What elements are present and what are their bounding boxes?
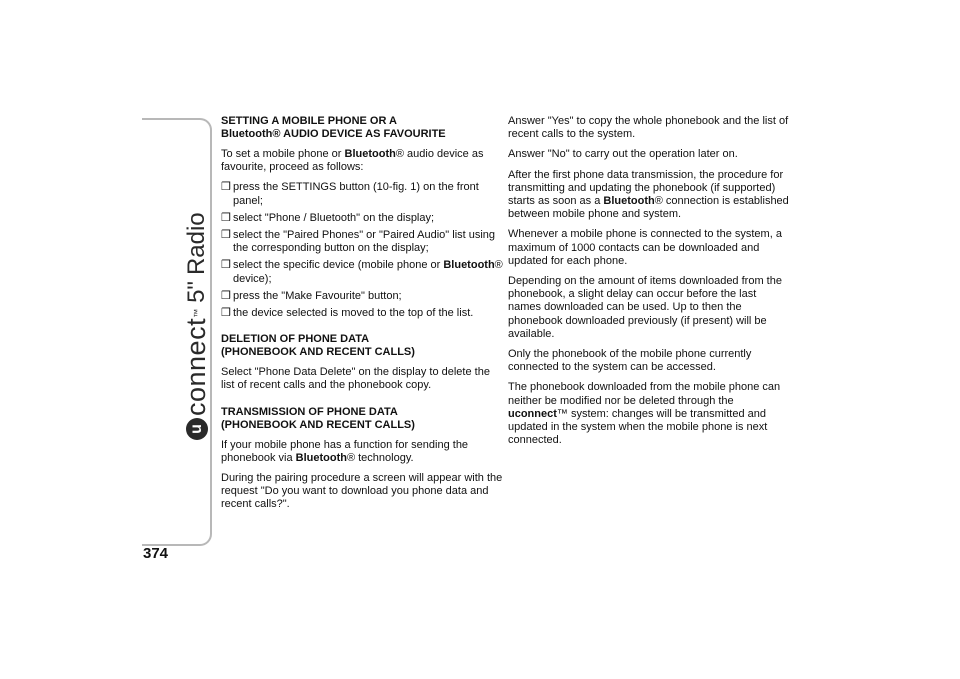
paragraph-contacts-limit: Whenever a mobile phone is connected to the system, a maximum of 1000 contacts can be downloaded and updated for each phone.	[508, 228, 782, 267]
chapter-side-label	[181, 212, 212, 440]
paragraph-no: Answer "No" to carry out the operation later on.	[508, 148, 738, 161]
paragraph-yes: Answer "Yes" to copy the whole phonebook and the list of recent calls to the system.	[508, 115, 789, 141]
list-item: ❒ select the specific device (mobile phone or Bluetooth® device);	[221, 259, 503, 285]
section-heading-transmission: TRANSMISSION OF PHONE DATA (PHONEBOOK AND RECENT CALLS)	[221, 405, 415, 431]
right-column	[508, 115, 790, 454]
list-item: ❒ select the "Paired Phones" or "Paired Audio" list using the corresponding button on the display;	[221, 229, 496, 255]
checkbox-bullet-icon: ❒	[221, 259, 231, 272]
pairing-paragraph: During the pairing procedure a screen will appear with the request "Do you want to download you phone data and recent calls?".	[221, 472, 503, 511]
transmission-paragraph: If your mobile phone has a function for sending the phonebook via Bluetooth® technology.	[221, 438, 469, 464]
checkbox-bullet-icon: ❒	[221, 211, 231, 224]
paragraph-delay: Depending on the amount of items downloaded from the phonebook, a slight delay can occur before the last names downloaded can be used. Up to then the phonebook downloaded previously (if present) will be available.	[508, 275, 782, 340]
checkbox-bullet-icon: ❒	[221, 289, 231, 302]
list-item: ❒ press the SETTINGS button (10-fig. 1) on the front panel;	[221, 181, 479, 207]
deletion-paragraph: Select "Phone Data Delete" on the display to delete the list of recent calls and the phonebook copy.	[221, 366, 490, 392]
paragraph-first-transmission: After the first phone data transmission, the procedure for transmitting and updating the phonebook (if supported) starts as soon as a Bluetooth® connection is established between mobile phone and system.	[508, 168, 789, 221]
brand-name: connect	[181, 317, 211, 416]
steps-list	[221, 181, 503, 320]
section-heading-deletion: DELETION OF PHONE DATA (PHONEBOOK AND RECENT CALLS)	[221, 333, 415, 359]
checkbox-bullet-icon: ❒	[221, 229, 231, 242]
uconnect-logo-icon: u	[186, 418, 208, 440]
checkbox-bullet-icon: ❒	[221, 307, 231, 320]
trademark-symbol: ™	[191, 308, 202, 318]
left-column	[221, 115, 503, 519]
chapter-label: Radio	[182, 212, 210, 276]
list-item: ❒ press the "Make Favourite" button;	[221, 289, 402, 302]
intro-paragraph: To set a mobile phone or Bluetooth® audio device as favourite, proceed as follows:	[221, 148, 484, 174]
section-heading-favourite: SETTING A MOBILE PHONE OR A Bluetooth® AUDIO DEVICE AS FAVOURITE	[221, 115, 446, 140]
list-item: ❒ select "Phone / Bluetooth" on the display;	[221, 211, 435, 224]
paragraph-current-phone: Only the phonebook of the mobile phone currently connected to the system can be accessed.	[508, 348, 752, 374]
paragraph-no-modify: The phonebook downloaded from the mobile phone can neither be modified nor be deleted through the uconnect™ system: changes will be transmitted and updated in the system when the mobile phone is next connected.	[508, 381, 781, 447]
screen-size: 5"	[182, 281, 210, 303]
page-number: 374	[143, 545, 169, 562]
list-item: ❒ the device selected is moved to the top of the list.	[221, 307, 474, 320]
checkbox-bullet-icon: ❒	[221, 181, 231, 194]
